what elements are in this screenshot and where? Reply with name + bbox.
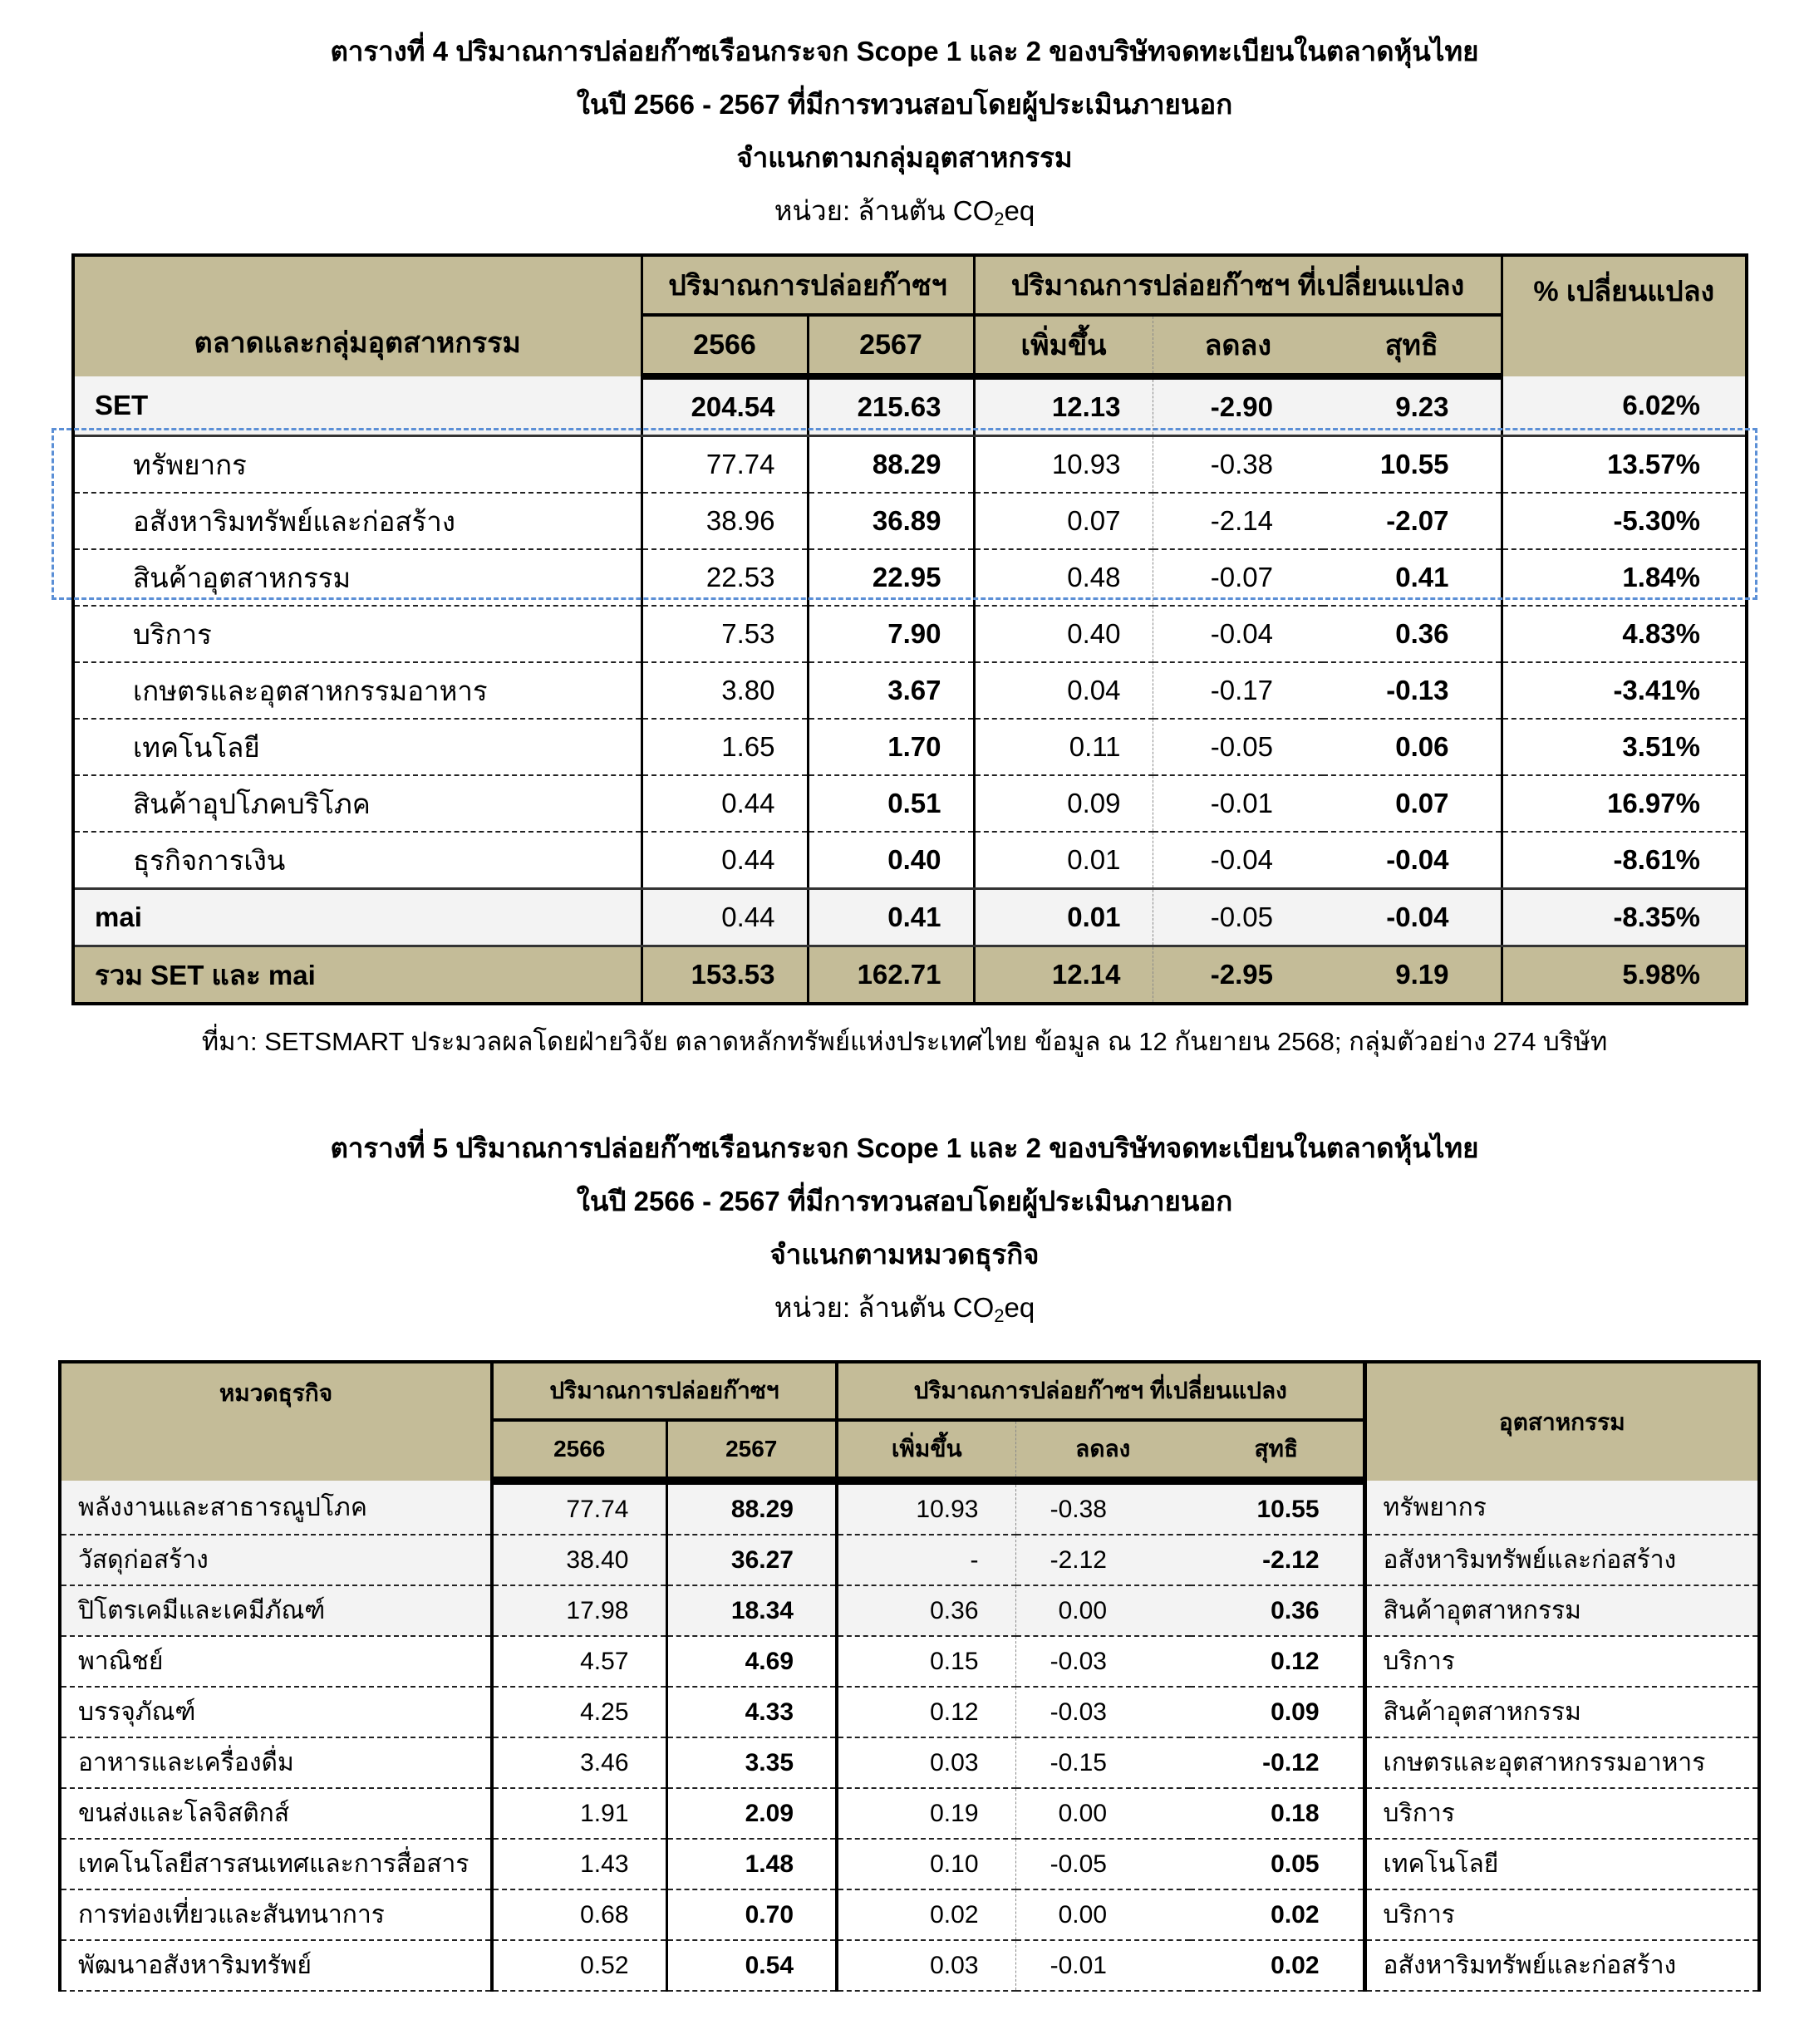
table-row-set bbox=[73, 376, 1747, 436]
cell-net: -0.13 bbox=[1323, 662, 1502, 719]
row-label: บริการ bbox=[73, 606, 642, 662]
cell-industry: สินค้าอุตสาหกรรม bbox=[1364, 1687, 1759, 1737]
cell-net: 10.55 bbox=[1190, 1481, 1364, 1535]
cell-2567: 0.70 bbox=[666, 1889, 837, 1940]
cell-2567: 18.34 bbox=[666, 1585, 837, 1636]
row-label: สินค้าอุตสาหกรรม bbox=[73, 549, 642, 606]
cell-2566: 0.68 bbox=[492, 1889, 666, 1940]
row-label: พาณิชย์ bbox=[60, 1636, 492, 1687]
cell-2566: 0.44 bbox=[642, 832, 808, 889]
cell-decrease: 0.00 bbox=[1015, 1585, 1190, 1636]
cell-pct: 3.51% bbox=[1502, 719, 1747, 775]
row-label: ปิโตรเคมีและเคมีภัณฑ์ bbox=[60, 1585, 492, 1636]
cell-2566: 204.54 bbox=[642, 376, 808, 436]
table5-unit bbox=[0, 1281, 1809, 1334]
cell-net: 0.06 bbox=[1323, 719, 1502, 775]
cell-net: 9.23 bbox=[1323, 376, 1502, 436]
cell-2566: 77.74 bbox=[642, 436, 808, 494]
cell-increase: 0.48 bbox=[974, 549, 1153, 606]
cell-pct: 16.97% bbox=[1502, 775, 1747, 832]
cell-decrease: -0.07 bbox=[1153, 549, 1323, 606]
table-row bbox=[60, 1788, 1759, 1839]
cell-net: -2.12 bbox=[1190, 1535, 1364, 1585]
cell-industry: เทคโนโลยี bbox=[1364, 1839, 1759, 1889]
table-row-mai bbox=[73, 889, 1747, 946]
cell-net: 0.36 bbox=[1190, 1585, 1364, 1636]
table5-title-line-2: ในปี 2566 - 2567 ที่มีการทวนสอบโดยผู้ประเมินภายนอก bbox=[576, 1186, 1233, 1216]
table5-title-block bbox=[0, 1122, 1809, 1334]
header-increase: เพิ่มขึ้น bbox=[837, 1420, 1015, 1481]
unit-subscript: 2 bbox=[994, 1305, 1005, 1326]
cell-increase: 0.09 bbox=[974, 775, 1153, 832]
cell-decrease: -0.01 bbox=[1015, 1940, 1190, 1991]
cell-pct: 13.57% bbox=[1502, 436, 1747, 494]
cell-decrease: -0.03 bbox=[1015, 1636, 1190, 1687]
header-change-group: ปริมาณการปล่อยก๊าซฯ ที่เปลี่ยนแปลง bbox=[974, 255, 1502, 315]
cell-increase: 0.07 bbox=[974, 493, 1153, 549]
cell-pct: 6.02% bbox=[1502, 376, 1747, 436]
header-change-group: ปริมาณการปล่อยก๊าซฯ ที่เปลี่ยนแปลง bbox=[837, 1362, 1364, 1420]
cell-net: 0.12 bbox=[1190, 1636, 1364, 1687]
cell-increase: 0.15 bbox=[837, 1636, 1015, 1687]
table-row bbox=[60, 1535, 1759, 1585]
table4-unit bbox=[0, 184, 1809, 238]
cell-2567: 88.29 bbox=[666, 1481, 837, 1535]
cell-2567: 36.27 bbox=[666, 1535, 837, 1585]
cell-2566: 0.52 bbox=[492, 1940, 666, 1991]
cell-industry: เกษตรและอุตสาหกรรมอาหาร bbox=[1364, 1737, 1759, 1788]
cell-decrease: -0.04 bbox=[1153, 606, 1323, 662]
cell-increase: 0.12 bbox=[837, 1687, 1015, 1737]
header-decrease: ลดลง bbox=[1015, 1420, 1190, 1481]
unit-subscript: 2 bbox=[994, 209, 1005, 229]
table-row bbox=[73, 606, 1747, 662]
row-label: พัฒนาอสังหาริมทรัพย์ bbox=[60, 1940, 492, 1991]
cell-increase: 0.10 bbox=[837, 1839, 1015, 1889]
cell-net: 10.55 bbox=[1323, 436, 1502, 494]
cell-pct: -8.61% bbox=[1502, 832, 1747, 889]
table-row bbox=[60, 1687, 1759, 1737]
table4-industry-group-emissions bbox=[71, 253, 1748, 1005]
cell-increase: 0.11 bbox=[974, 719, 1153, 775]
header-2566: 2566 bbox=[642, 315, 808, 376]
cell-net: 0.09 bbox=[1190, 1687, 1364, 1737]
cell-decrease: 0.00 bbox=[1015, 1788, 1190, 1839]
cell-industry: สินค้าอุตสาหกรรม bbox=[1364, 1585, 1759, 1636]
cell-pct: 4.83% bbox=[1502, 606, 1747, 662]
row-label: เทคโนโลยี bbox=[73, 719, 642, 775]
cell-net: 0.02 bbox=[1190, 1940, 1364, 1991]
cell-increase: 0.01 bbox=[974, 889, 1153, 946]
cell-2566: 7.53 bbox=[642, 606, 808, 662]
cell-2567: 22.95 bbox=[808, 549, 974, 606]
unit-prefix: หน่วย: ล้านตัน CO bbox=[774, 1292, 995, 1323]
header-net: สุทธิ bbox=[1190, 1420, 1364, 1481]
table-row bbox=[73, 493, 1747, 549]
header-2566: 2566 bbox=[492, 1420, 666, 1481]
cell-decrease: -2.95 bbox=[1153, 946, 1323, 1005]
cell-increase: 0.01 bbox=[974, 832, 1153, 889]
cell-industry: บริการ bbox=[1364, 1788, 1759, 1839]
table-row bbox=[73, 775, 1747, 832]
cell-decrease: -2.14 bbox=[1153, 493, 1323, 549]
cell-2567: 2.09 bbox=[666, 1788, 837, 1839]
cell-pct: -3.41% bbox=[1502, 662, 1747, 719]
table-row bbox=[60, 1481, 1759, 1535]
cell-2566: 1.43 bbox=[492, 1839, 666, 1889]
cell-decrease: -0.05 bbox=[1153, 889, 1323, 946]
cell-2567: 1.48 bbox=[666, 1839, 837, 1889]
cell-2567: 88.29 bbox=[808, 436, 974, 494]
row-label: วัสดุก่อสร้าง bbox=[60, 1535, 492, 1585]
row-label: การท่องเที่ยวและสันทนาการ bbox=[60, 1889, 492, 1940]
unit-prefix: หน่วย: ล้านตัน CO bbox=[774, 195, 995, 226]
header-2567: 2567 bbox=[808, 315, 974, 376]
cell-increase: 0.02 bbox=[837, 1889, 1015, 1940]
row-label: อาหารและเครื่องดื่ม bbox=[60, 1737, 492, 1788]
cell-2566: 0.44 bbox=[642, 775, 808, 832]
cell-industry: บริการ bbox=[1364, 1636, 1759, 1687]
header-net: สุทธิ bbox=[1323, 315, 1502, 376]
cell-2566: 153.53 bbox=[642, 946, 808, 1005]
cell-decrease: -0.01 bbox=[1153, 775, 1323, 832]
cell-2566: 4.25 bbox=[492, 1687, 666, 1737]
row-label: รวม SET และ mai bbox=[73, 946, 642, 1005]
cell-increase: 12.13 bbox=[974, 376, 1153, 436]
cell-net: 0.07 bbox=[1323, 775, 1502, 832]
header-label: หมวดธุรกิจ bbox=[60, 1362, 492, 1481]
cell-pct: 1.84% bbox=[1502, 549, 1747, 606]
table-row bbox=[60, 1839, 1759, 1889]
cell-decrease: -0.05 bbox=[1153, 719, 1323, 775]
cell-2567: 1.70 bbox=[808, 719, 974, 775]
cell-2566: 1.65 bbox=[642, 719, 808, 775]
cell-2566: 38.96 bbox=[642, 493, 808, 549]
cell-pct: -8.35% bbox=[1502, 889, 1747, 946]
table-row bbox=[73, 436, 1747, 494]
table-row bbox=[73, 549, 1747, 606]
cell-increase: 0.04 bbox=[974, 662, 1153, 719]
cell-decrease: -2.90 bbox=[1153, 376, 1323, 436]
cell-2567: 36.89 bbox=[808, 493, 974, 549]
cell-2567: 4.69 bbox=[666, 1636, 837, 1687]
table-row bbox=[73, 832, 1747, 889]
header-pct-change: % เปลี่ยนแปลง bbox=[1502, 255, 1747, 376]
cell-increase: 12.14 bbox=[974, 946, 1153, 1005]
cell-increase: 0.19 bbox=[837, 1788, 1015, 1839]
row-label: ธุรกิจการเงิน bbox=[73, 832, 642, 889]
cell-2567: 3.35 bbox=[666, 1737, 837, 1788]
row-label: สินค้าอุปโภคบริโภค bbox=[73, 775, 642, 832]
cell-increase: 0.40 bbox=[974, 606, 1153, 662]
cell-net: -0.12 bbox=[1190, 1737, 1364, 1788]
cell-2567: 0.54 bbox=[666, 1940, 837, 1991]
source-note: ที่มา: SETSMART ประมวลผลโดยฝ่ายวิจัย ตลาดหลักทรัพย์แห่งประเทศไทย ข้อมูล ณ 12 กันยายน 2568; กลุ่มตัวอย่าง 274 บริษัท bbox=[201, 1027, 1608, 1056]
table-row bbox=[60, 1636, 1759, 1687]
cell-decrease: -0.17 bbox=[1153, 662, 1323, 719]
cell-net: 0.18 bbox=[1190, 1788, 1364, 1839]
cell-decrease: -0.04 bbox=[1153, 832, 1323, 889]
row-label: SET bbox=[73, 376, 642, 436]
header-label: ตลาดและกลุ่มอุตสาหกรรม bbox=[73, 255, 642, 376]
cell-2567: 0.41 bbox=[808, 889, 974, 946]
cell-net: -2.07 bbox=[1323, 493, 1502, 549]
cell-net: -0.04 bbox=[1323, 889, 1502, 946]
row-label: อสังหาริมทรัพย์และก่อสร้าง bbox=[73, 493, 642, 549]
cell-2566: 4.57 bbox=[492, 1636, 666, 1687]
cell-decrease: -0.38 bbox=[1153, 436, 1323, 494]
table-row bbox=[73, 719, 1747, 775]
cell-industry: อสังหาริมทรัพย์และก่อสร้าง bbox=[1364, 1535, 1759, 1585]
unit-suffix: eq bbox=[1004, 1292, 1035, 1323]
cell-net: -0.04 bbox=[1323, 832, 1502, 889]
cell-net: 0.02 bbox=[1190, 1889, 1364, 1940]
table-row bbox=[60, 1889, 1759, 1940]
cell-net: 0.36 bbox=[1323, 606, 1502, 662]
table4-title-block bbox=[0, 25, 1809, 238]
cell-2567: 4.33 bbox=[666, 1687, 837, 1737]
table-row bbox=[60, 1585, 1759, 1636]
header-industry: อุตสาหกรรม bbox=[1364, 1362, 1759, 1481]
table-row-total bbox=[73, 946, 1747, 1005]
table-row bbox=[73, 662, 1747, 719]
cell-industry: อสังหาริมทรัพย์และก่อสร้าง bbox=[1364, 1940, 1759, 1991]
cell-decrease: -0.15 bbox=[1015, 1737, 1190, 1788]
row-label: ขนส่งและโลจิสติกส์ bbox=[60, 1788, 492, 1839]
cell-industry: บริการ bbox=[1364, 1889, 1759, 1940]
header-2567: 2567 bbox=[666, 1420, 837, 1481]
table4-title-line-1: ตารางที่ 4 ปริมาณการปล่อยก๊าซเรือนกระจก Scope 1 และ 2 ของบริษัทจดทะเบียนในตลาดหุ้นไทย bbox=[330, 36, 1479, 66]
cell-net: 0.05 bbox=[1190, 1839, 1364, 1889]
cell-2566: 3.46 bbox=[492, 1737, 666, 1788]
cell-decrease: -0.38 bbox=[1015, 1481, 1190, 1535]
cell-decrease: -0.05 bbox=[1015, 1839, 1190, 1889]
cell-increase: 10.93 bbox=[837, 1481, 1015, 1535]
cell-increase: 0.36 bbox=[837, 1585, 1015, 1636]
cell-2567: 7.90 bbox=[808, 606, 974, 662]
row-label: เทคโนโลยีสารสนเทศและการสื่อสาร bbox=[60, 1839, 492, 1889]
cell-2567: 3.67 bbox=[808, 662, 974, 719]
cell-2566: 0.44 bbox=[642, 889, 808, 946]
cell-net: 0.41 bbox=[1323, 549, 1502, 606]
cell-2567: 0.40 bbox=[808, 832, 974, 889]
row-label: เกษตรและอุตสาหกรรมอาหาร bbox=[73, 662, 642, 719]
table4-title-line-2: ในปี 2566 - 2567 ที่มีการทวนสอบโดยผู้ประเมินภายนอก bbox=[576, 89, 1233, 120]
table-row bbox=[60, 1737, 1759, 1788]
row-label: ทรัพยากร bbox=[73, 436, 642, 494]
cell-industry: ทรัพยากร bbox=[1364, 1481, 1759, 1535]
row-label: mai bbox=[73, 889, 642, 946]
cell-2566: 22.53 bbox=[642, 549, 808, 606]
header-increase: เพิ่มขึ้น bbox=[974, 315, 1153, 376]
row-label: พลังงานและสาธารณูปโภค bbox=[60, 1481, 492, 1535]
cell-pct: -5.30% bbox=[1502, 493, 1747, 549]
cell-increase: 0.03 bbox=[837, 1940, 1015, 1991]
row-label: บรรจุภัณฑ์ bbox=[60, 1687, 492, 1737]
cell-pct: 5.98% bbox=[1502, 946, 1747, 1005]
unit-suffix: eq bbox=[1004, 195, 1035, 226]
table5-business-sector-emissions bbox=[58, 1360, 1761, 1992]
header-emissions-group: ปริมาณการปล่อยก๊าซฯ bbox=[492, 1362, 837, 1420]
cell-decrease: -2.12 bbox=[1015, 1535, 1190, 1585]
cell-decrease: -0.03 bbox=[1015, 1687, 1190, 1737]
cell-2567: 0.51 bbox=[808, 775, 974, 832]
cell-increase: 10.93 bbox=[974, 436, 1153, 494]
cell-2566: 77.74 bbox=[492, 1481, 666, 1535]
cell-net: 9.19 bbox=[1323, 946, 1502, 1005]
cell-increase: 0.03 bbox=[837, 1737, 1015, 1788]
cell-2567: 215.63 bbox=[808, 376, 974, 436]
cell-increase: - bbox=[837, 1535, 1015, 1585]
table-row bbox=[60, 1940, 1759, 1991]
cell-2566: 1.91 bbox=[492, 1788, 666, 1839]
header-decrease: ลดลง bbox=[1153, 315, 1323, 376]
table5-title-line-1: ตารางที่ 5 ปริมาณการปล่อยก๊าซเรือนกระจก Scope 1 และ 2 ของบริษัทจดทะเบียนในตลาดหุ้นไทย bbox=[330, 1133, 1479, 1163]
table5-title-line-3: จำแนกตามหมวดธุรกิจ bbox=[769, 1239, 1040, 1270]
table4-title-line-3: จำแนกตามกลุ่มอุตสาหกรรม bbox=[736, 142, 1073, 173]
cell-2567: 162.71 bbox=[808, 946, 974, 1005]
cell-2566: 38.40 bbox=[492, 1535, 666, 1585]
header-emissions-group: ปริมาณการปล่อยก๊าซฯ bbox=[642, 255, 974, 315]
cell-decrease: 0.00 bbox=[1015, 1889, 1190, 1940]
cell-2566: 17.98 bbox=[492, 1585, 666, 1636]
cell-2566: 3.80 bbox=[642, 662, 808, 719]
